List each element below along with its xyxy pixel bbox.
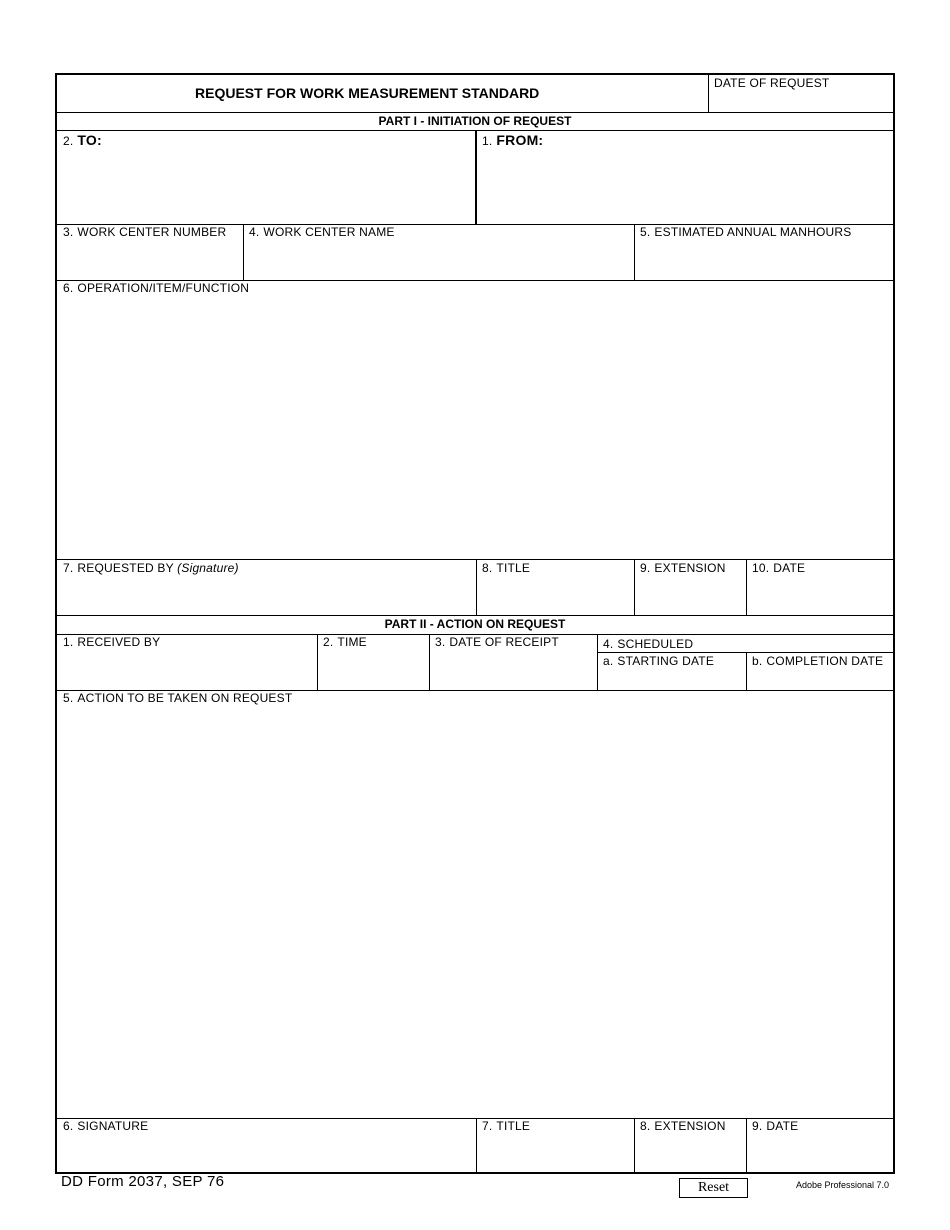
software-note: Adobe Professional 7.0 [796, 1180, 890, 1190]
part2-header: PART II - ACTION ON REQUEST [384, 617, 566, 631]
received-by-label: 1. RECEIVED BY [63, 635, 161, 649]
date-label: 9. DATE [752, 1119, 799, 1133]
operation-label: 6. OPERATION/ITEM/FUNCTION [63, 281, 250, 295]
date-field[interactable] [747, 577, 892, 615]
form-title: REQUEST FOR WORK MEASUREMENT STANDARD [195, 85, 540, 101]
requested-by-label: 7. REQUESTED BY (Signature) [63, 561, 239, 575]
starting-date-field[interactable] [598, 669, 745, 689]
time-label: 2. TIME [323, 635, 367, 649]
date-of-request-field[interactable] [709, 89, 895, 111]
completion-date-label: b. COMPLETION DATE [752, 654, 884, 668]
extension-field[interactable] [635, 1135, 745, 1171]
time-field[interactable] [318, 651, 428, 689]
action-field[interactable] [58, 707, 892, 1117]
divider [57, 112, 893, 113]
form-frame [55, 73, 895, 1174]
to-field[interactable] [58, 149, 474, 223]
title-label: 7. TITLE [482, 1119, 531, 1133]
starting-date-label: a. STARTING DATE [603, 654, 715, 668]
signature-label: 6. SIGNATURE [63, 1119, 149, 1133]
form-id-footer: DD Form 2037, SEP 76 [61, 1173, 225, 1190]
estimated-manhours-field[interactable] [635, 241, 892, 279]
extension-label: 9. EXTENSION [640, 561, 726, 575]
work-center-number-label: 3. WORK CENTER NUMBER [63, 225, 227, 239]
divider [475, 130, 477, 224]
extension-label: 8. EXTENSION [640, 1119, 726, 1133]
extension-field[interactable] [635, 577, 745, 615]
requested-by-field[interactable] [58, 577, 474, 615]
work-center-name-label: 4. WORK CENTER NAME [249, 225, 395, 239]
estimated-manhours-label: 5. ESTIMATED ANNUAL MANHOURS [640, 225, 852, 239]
action-label: 5. ACTION TO BE TAKEN ON REQUEST [63, 691, 293, 705]
from-field[interactable] [478, 149, 892, 223]
completion-date-field[interactable] [747, 669, 892, 689]
date-of-receipt-field[interactable] [430, 651, 596, 689]
date-of-request-label: DATE OF REQUEST [714, 76, 830, 90]
received-by-field[interactable] [58, 651, 316, 689]
title-label: 8. TITLE [482, 561, 531, 575]
work-center-name-field[interactable] [244, 241, 632, 279]
date-label: 10. DATE [752, 561, 806, 575]
scheduled-label: 4. SCHEDULED [603, 637, 694, 651]
title-field[interactable] [477, 577, 633, 615]
work-center-number-field[interactable] [58, 241, 242, 279]
divider [597, 652, 893, 653]
title-field[interactable] [477, 1135, 633, 1171]
divider [57, 615, 893, 616]
from-label: 1. FROM: [482, 132, 544, 148]
signature-field[interactable] [58, 1135, 474, 1171]
divider [57, 559, 893, 560]
date-of-receipt-label: 3. DATE OF RECEIPT [435, 635, 559, 649]
to-label: 2. TO: [63, 132, 102, 148]
reset-button[interactable]: Reset [679, 1178, 748, 1198]
date-field[interactable] [747, 1135, 892, 1171]
operation-field[interactable] [58, 297, 892, 558]
part1-header: PART I - INITIATION OF REQUEST [378, 114, 572, 128]
